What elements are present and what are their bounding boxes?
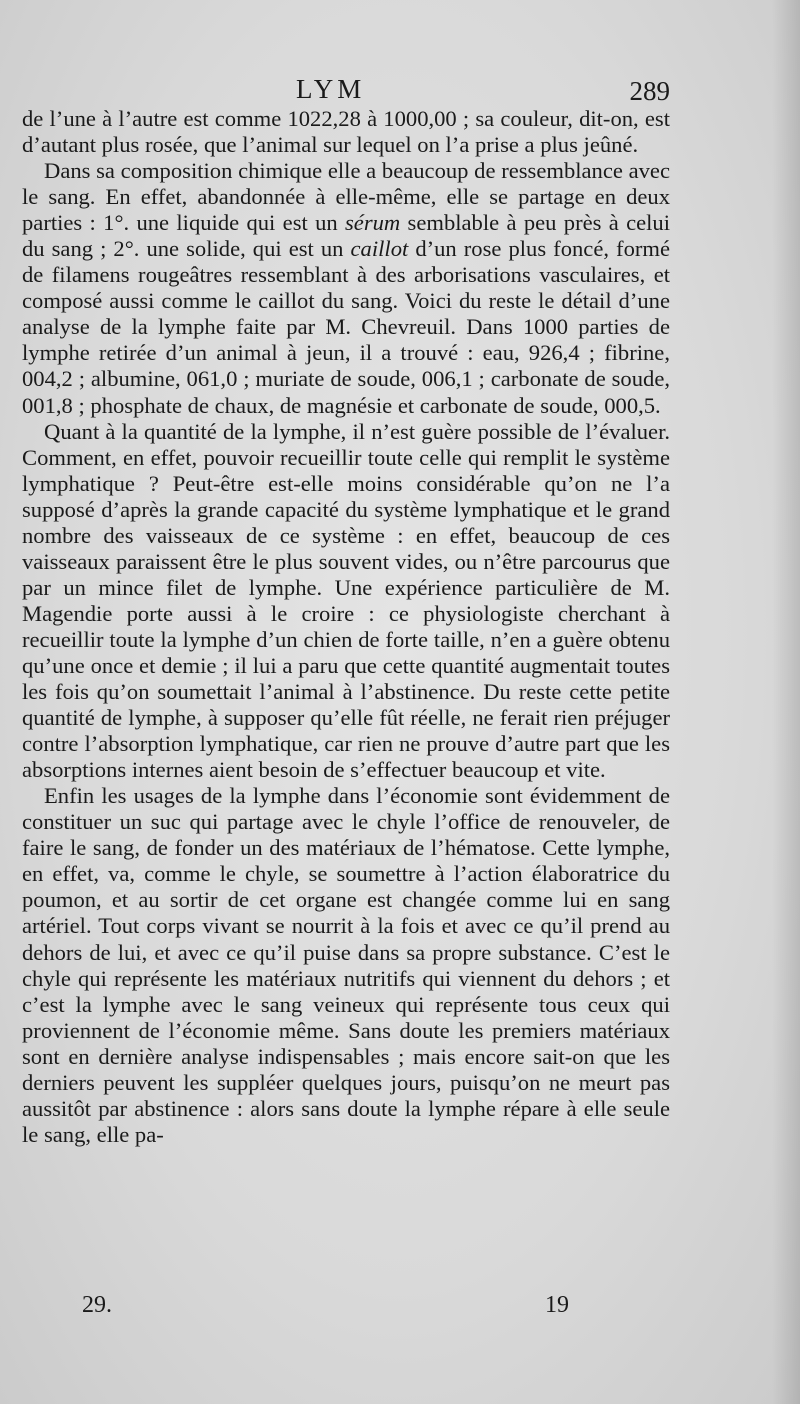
paragraph-composition-part-a: Dans sa composition chimique elle a beaucoup de ressemblance avec le sang. En effet, abandonnée à elle-même, elle se partage en deux parties : 1°. une liquide qui est un [22, 158, 670, 236]
page-header [0, 74, 800, 110]
paragraph-quantity: Quant à la quantité de la lymphe, il n’est guère possible de l’évaluer. Comment, en effet, pouvoir recueillir toute celle qui remplit le système lymphatique ? Peut-être est-elle moins considérable qu’on ne l’a supposé d’après la grande capacité du système lymphatique et le grand nombre des vaisseaux de ce système : en effet, beaucoup de ces vaisseaux paraissent être le plus souvent vides, ou n’être parcourus que par un mince filet de lymphe. Une expérience particulière de M. Magendie porte aussi à le croire : ce physiologiste cherchant à recueillir toute la lymphe d’un chien de forte taille, n’en a guère obtenu qu’une once et demie ; il lui a paru que cette quantité augmentait toutes les fois qu’on soumettait l’animal à l’abstinence. Du reste cette petite quantité de lymphe, à supposer qu’elle fût réelle, ne ferait rien préjuger contre l’absorption lymphatique, car rien ne prouve d’autre part que les absorptions internes aient besoin de s’effectuer beaucoup et vite. [22, 418, 670, 783]
term-caillot: caillot [350, 236, 409, 262]
paragraph-composition [22, 158, 670, 418]
term-serum: sérum [345, 210, 401, 236]
body-text [22, 106, 670, 1148]
page-edge-shadow [772, 0, 800, 1404]
page-footer [0, 1292, 800, 1324]
signature-mark: 29. [82, 1292, 112, 1318]
paragraph-uses: Enfin les usages de la lymphe dans l’économie sont évidemment de constituer un suc qui partage avec le chyle l’office de renouveler, de faire le sang, de fonder un des matériaux de l’hématose. Cette lymphe, en effet, va, comme le chyle, se soumettre à l’action élaboratrice du poumon, et au sortir de cet organe est changée comme lui en sang artériel. Tout corps vivant se nourrit à la fois et avec ce qu’il prend au dehors de lui, et avec ce qu’il puise dans sa propre substance. C’est le chyle qui représente les matériaux nutritifs qui viennent du dehors ; et c’est la lymphe avec le sang veineux qui représente tous ceux qui proviennent de l’économie même. Sans doute les premiers matériaux sont en dernière analyse indispensables ; mais encore sait-on que les derniers peuvent les suppléer quelques jours, puisqu’on ne meurt pas aussitôt par abstinence : alors sans doute la lymphe répare à elle seule le sang, elle pa- [22, 783, 670, 1147]
gathering-mark: 19 [545, 1292, 569, 1318]
page-number: 289 [629, 76, 670, 106]
paragraph-composition-part-b: semblable à peu près à celui du sang ; 2°. une solide, qui est un [22, 210, 670, 262]
paragraph-composition-part-c: d’un rose plus foncé, formé de filamens rougeâtres ressemblant à des arborisations vasculaires, et composé aussi comme le caillot du sang. Voici du reste le détail d’une analyse de la lymphe faite par M. Chevreuil. Dans 1000 parties de lymphe retirée d’un animal à jeun, il a trouvé : eau, 926,4 ; fibrine, 004,2 ; albumine, 061,0 ; muriate de soude, 006,1 ; carbonate de soude, 001,8 ; phosphate de chaux, de magnésie et carbonate de soude, 000,5. [22, 236, 671, 418]
paragraph-continuation: de l’une à l’autre est comme 1022,28 à 1000,00 ; sa couleur, dit-on, est d’autant plus rosée, que l’animal sur lequel on l’a prise a plus jeûné. [22, 106, 670, 158]
running-head: LYM [296, 74, 366, 104]
